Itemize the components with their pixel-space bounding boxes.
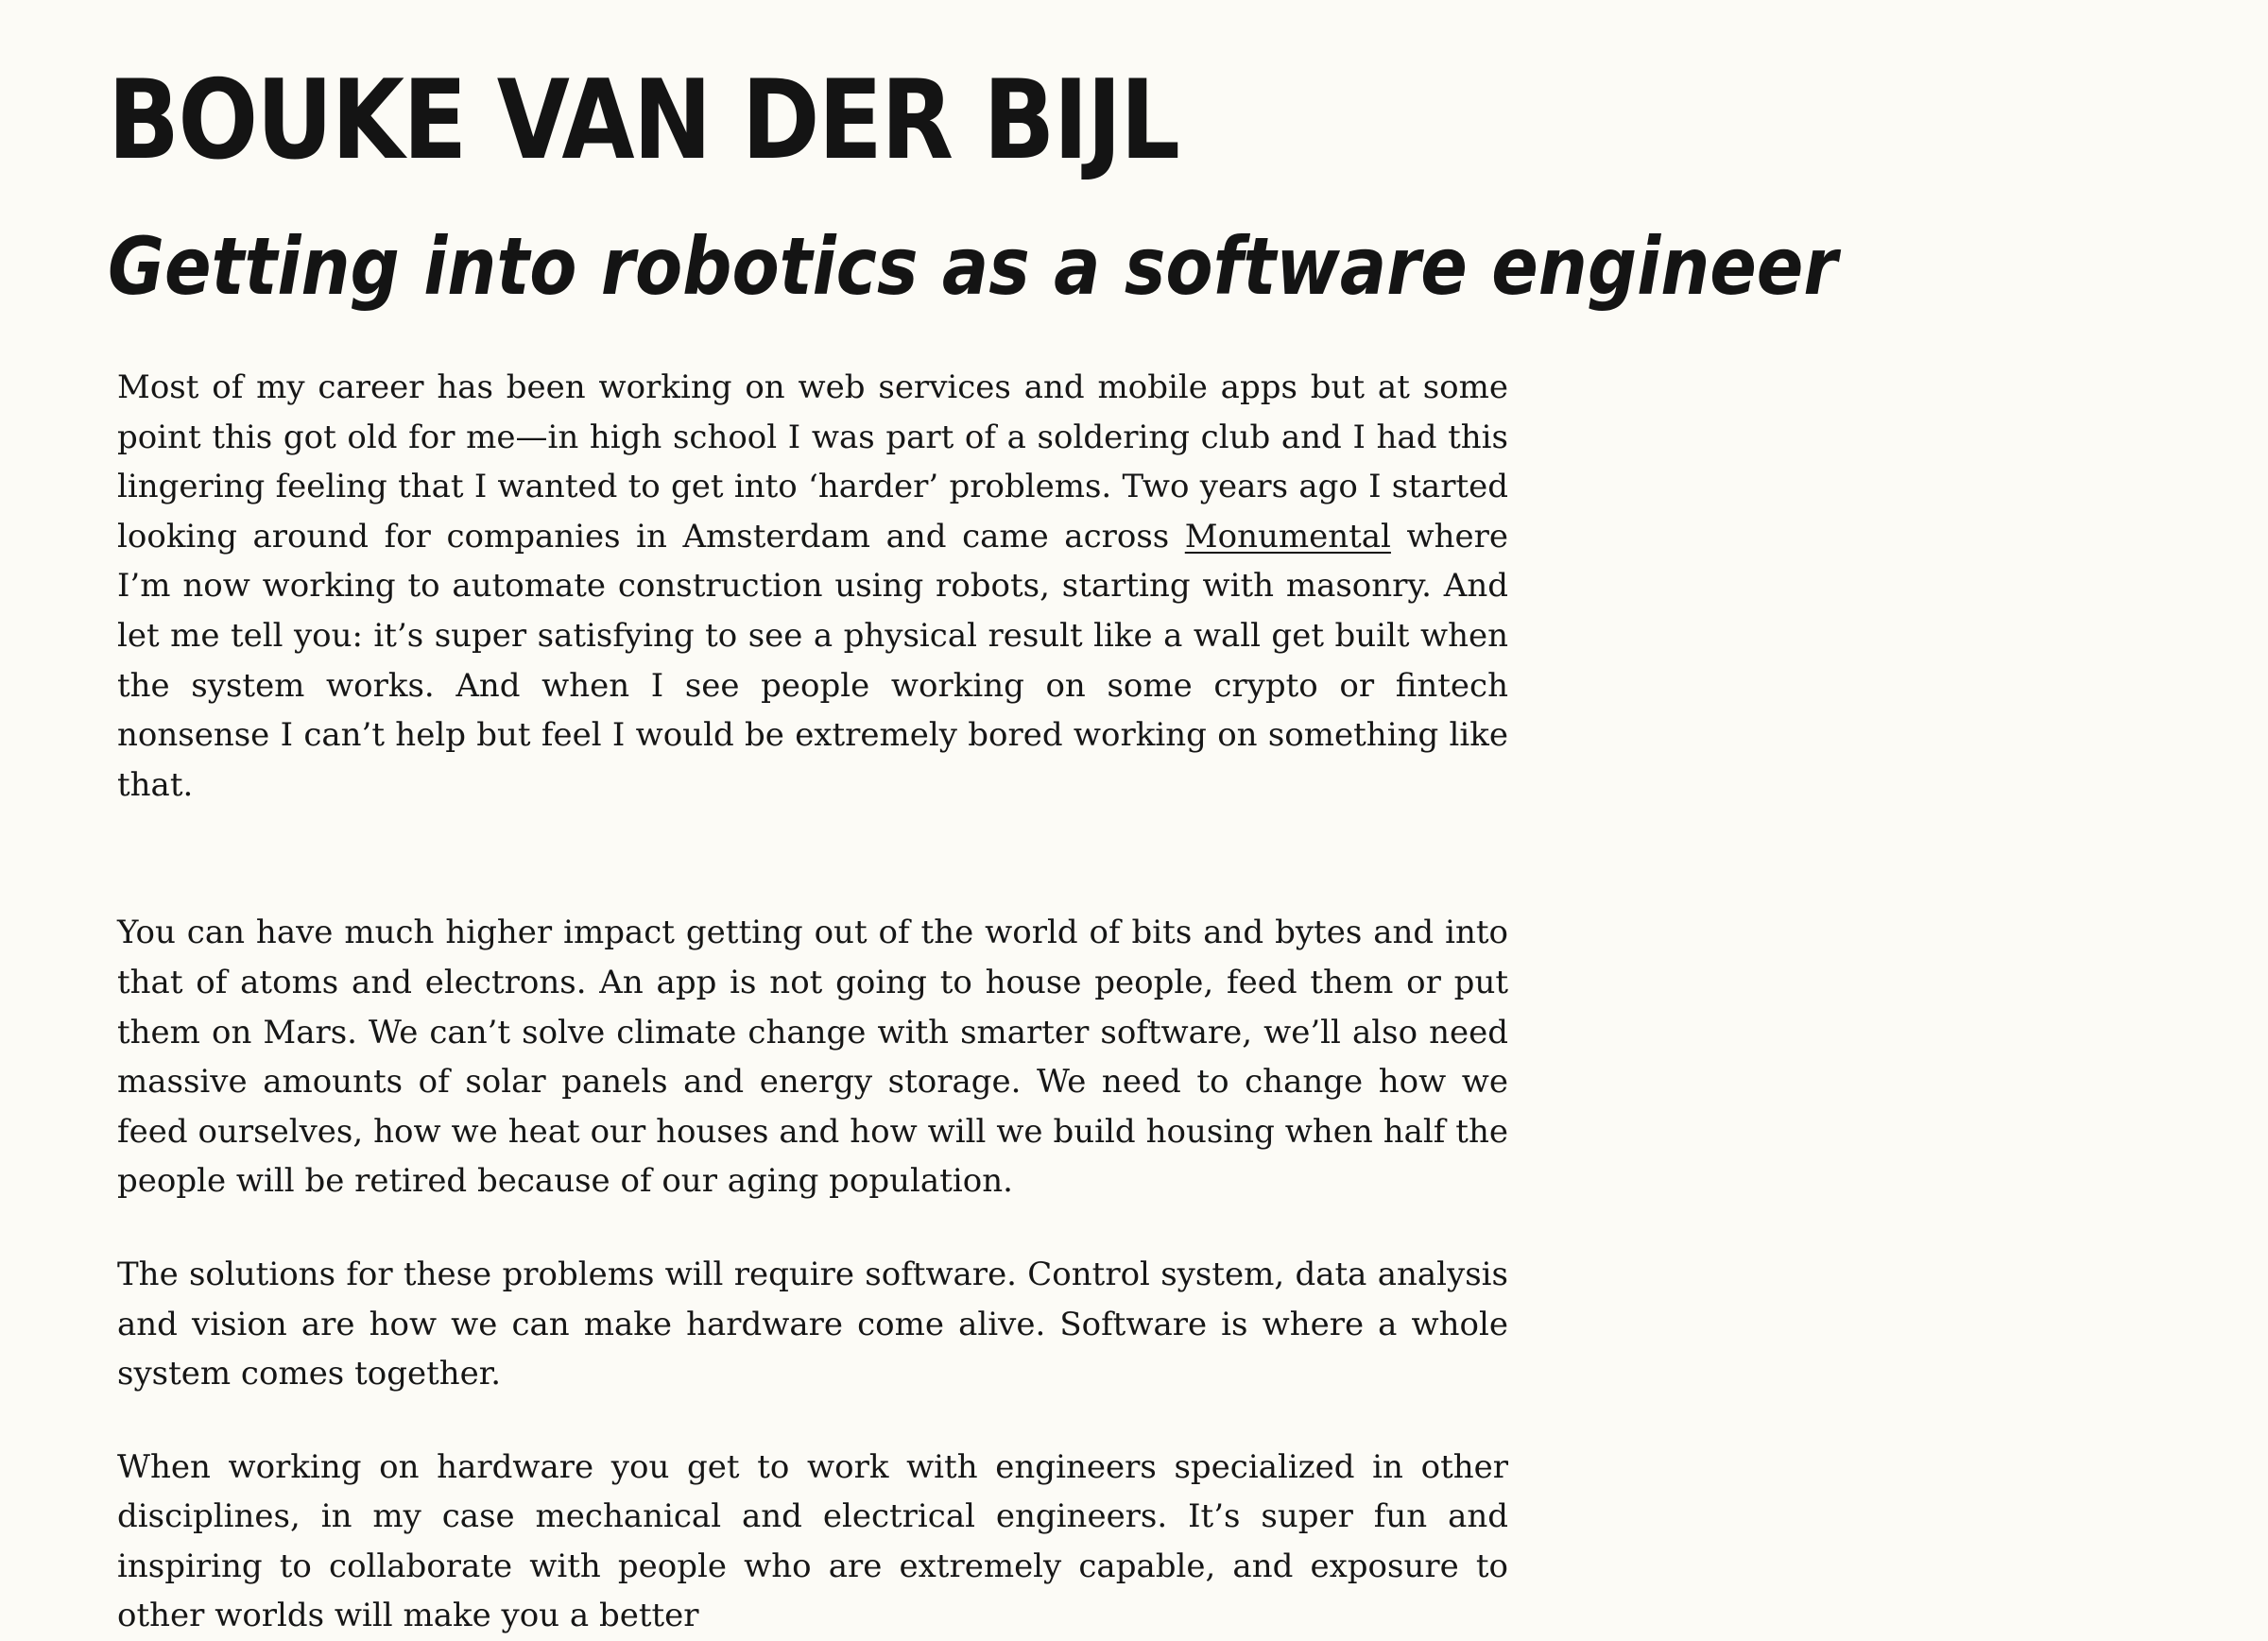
post-title: Getting into robotics as a software engineer	[108, 220, 1838, 313]
monumental-link[interactable]: Monumental	[1184, 517, 1391, 556]
paragraph-intro	[117, 363, 1508, 810]
site-name[interactable]: BOUKE VAN DER BIJL	[108, 57, 1179, 184]
article-body	[117, 363, 1508, 1641]
paragraph-text: Most of my career has been working on web services and mobile apps but at some point this got old for me—in high school I was part of a soldering club and I had this lingering feeling that I wanted to get into ‘harder’ problems. Two years ago I started looking around for companies in Amsterdam and came across	[117, 368, 1508, 556]
paragraph-impact: You can have much higher impact getting out of the world of bits and bytes and into that of atoms and electrons. An app is not going to house people, feed them or put them on Mars. We can’t solve climate change with smarter software, we’ll also need massive amounts of solar panels and energy storage. We need to change how we feed ourselves, how we heat our houses and how will we build housing when half the people will be retired because of our aging population.	[117, 914, 1508, 1201]
paragraph-collaboration: When working on hardware you get to work with engineers specialized in other disciplines, in my case mechanical and electrical engineers. It’s super fun and inspiring to collaborate with people who are extremely capable, and exposure to other worlds will make you a better	[117, 1447, 1508, 1635]
paragraph-text: where I’m now working to automate construction using robots, starting with masonry. And let me tell you: it’s super satisfying to see a physical result like a wall get built when the system works. And when I see people working on some crypto or fintech nonsense I can’t help but feel I would be extremely bored working on something like that.	[117, 517, 1508, 804]
paragraph-software: The solutions for these problems will require software. Control system, data analysis and vision are how we can make hardware come alive. Software is where a whole system comes together.	[117, 1255, 1508, 1393]
